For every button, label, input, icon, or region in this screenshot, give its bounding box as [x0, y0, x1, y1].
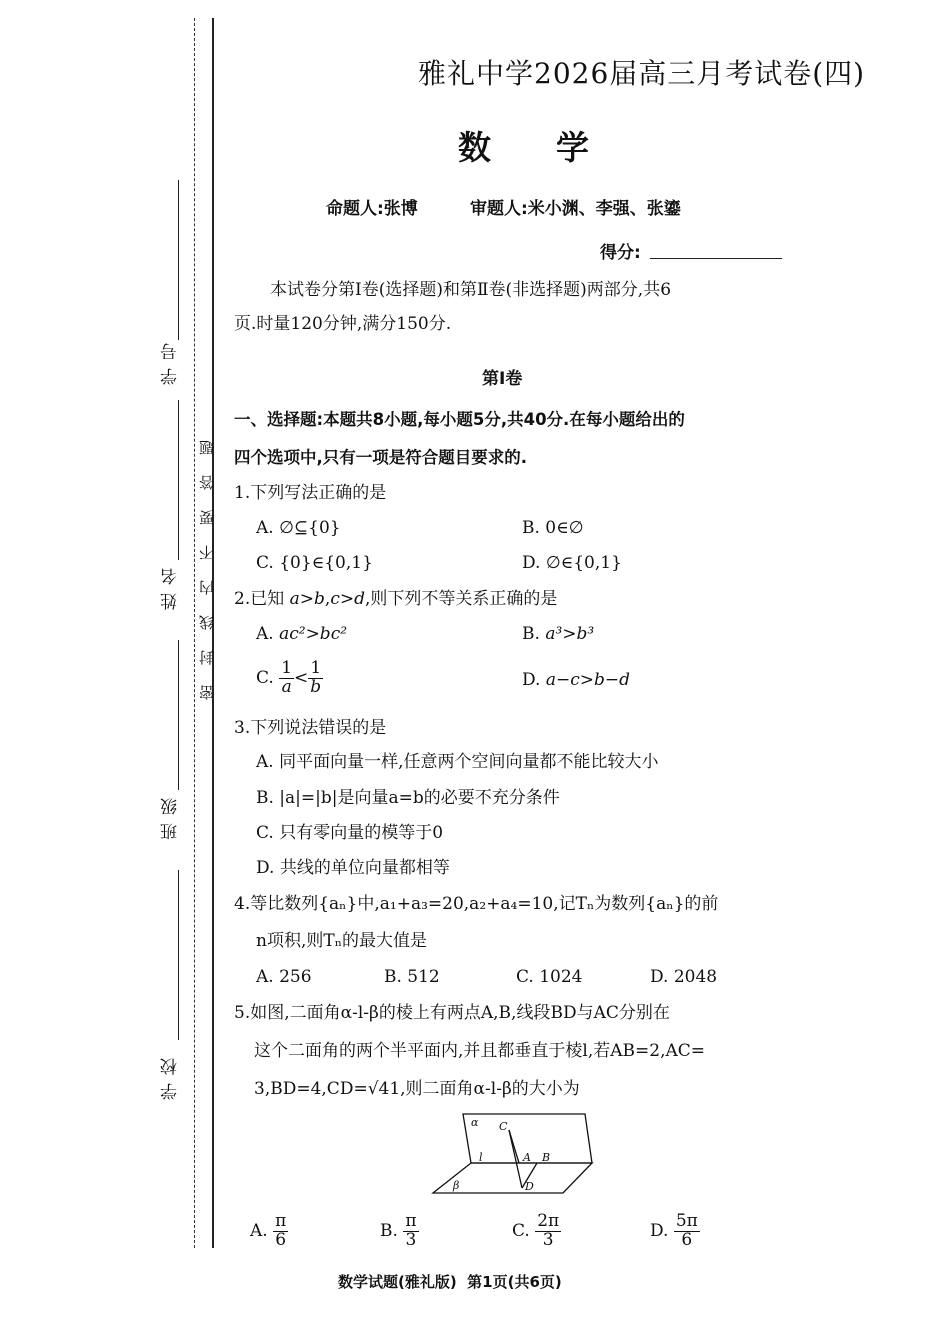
question-1-option-b[interactable]: B. 0∈∅	[522, 518, 584, 538]
student-class-label: 班级	[161, 790, 181, 840]
label-beta: β	[453, 1179, 460, 1192]
question-5-number: 5.	[234, 1003, 251, 1023]
numerator: π	[275, 1211, 287, 1231]
question-3-option-b[interactable]: B. |a|=|b|是向量a=b的必要不充分条件	[256, 788, 560, 808]
question-5-text: 如图,二面角α-l-β的棱上有两点A,B,线段BD与AC分别在	[250, 1003, 670, 1023]
question-5-option-b[interactable]	[380, 1213, 419, 1250]
question-2-text-a: 已知	[250, 589, 290, 609]
question-2-expr-1: a>b	[289, 589, 325, 609]
option-letter: C.	[256, 667, 274, 688]
denominator: a	[281, 676, 292, 697]
question-3-stem	[234, 718, 386, 738]
option-expr: a³>b³	[545, 624, 595, 644]
question-4-option-d[interactable]: D. 2048	[650, 967, 718, 987]
label-a: A	[523, 1151, 531, 1164]
page-footer: 数学试题(雅礼版) 第1页(共6页)	[338, 1273, 562, 1291]
option-letter: B.	[522, 624, 540, 644]
denominator: b	[310, 676, 322, 697]
seal-line-notice: 密封线内不要答题	[198, 420, 216, 700]
question-1-option-c[interactable]: C. {0}∈{0,1}	[256, 553, 373, 573]
question-1-stem	[234, 483, 386, 503]
relation: <	[294, 667, 309, 688]
intro-line-1: 本试卷分第Ⅰ卷(选择题)和第Ⅱ卷(非选择题)两部分,共6	[270, 280, 672, 300]
numerator: 1	[308, 660, 323, 679]
denominator: 6	[681, 1229, 693, 1250]
student-id-field[interactable]	[178, 180, 179, 340]
student-name-field[interactable]	[178, 400, 179, 560]
intro-line-2: 页.时量120分钟,满分150分.	[234, 314, 452, 334]
volume-title: 第Ⅰ卷	[482, 369, 523, 389]
question-5-stem-line-2: 这个二面角的两个半平面内,并且都垂直于棱l,若AB=2,AC=	[254, 1041, 706, 1061]
author-line: 命题人:张博	[326, 199, 418, 219]
segment-cd	[509, 1130, 522, 1188]
fraction	[273, 1213, 288, 1250]
student-class-field[interactable]	[178, 640, 179, 790]
question-4-stem-line-1	[234, 894, 718, 914]
question-3-number: 3.	[234, 718, 251, 738]
denominator: 3	[405, 1229, 417, 1250]
student-school-field[interactable]	[178, 870, 179, 1040]
question-2-option-b[interactable]	[522, 624, 594, 644]
option-letter: A.	[250, 1220, 268, 1241]
question-5-option-c[interactable]	[512, 1213, 561, 1250]
question-1-number: 1.	[234, 483, 251, 503]
section-heading-line-1: 一、选择题:本题共8小题,每小题5分,共40分.在每小题给出的	[234, 410, 685, 429]
numerator: 1	[281, 658, 293, 678]
question-3-option-a[interactable]: A. 同平面向量一样,任意两个空间向量都不能比较大小	[256, 752, 659, 772]
question-5-option-a[interactable]	[250, 1213, 288, 1250]
score-field[interactable]	[650, 258, 782, 259]
question-5-option-d[interactable]	[650, 1213, 700, 1250]
fraction	[535, 1213, 561, 1250]
question-4-option-b[interactable]: B. 512	[384, 967, 440, 987]
numerator: 5π	[675, 1211, 698, 1231]
student-name-label: 姓名	[161, 560, 181, 610]
denominator: 6	[275, 1229, 287, 1250]
score-label: 得分:	[600, 243, 641, 263]
question-4-text: 等比数列{aₙ}中,a₁+a₃=20,a₂+a₄=10,记Tₙ为数列{aₙ}的前	[250, 894, 719, 914]
section-heading-line-2: 四个选项中,只有一项是符合题目要求的.	[234, 448, 528, 467]
numerator: 2π	[537, 1211, 560, 1231]
question-3-option-d[interactable]: D. 共线的单位向量都相等	[256, 858, 450, 878]
fraction	[674, 1213, 700, 1250]
question-2-stem	[234, 589, 557, 609]
question-4-number: 4.	[234, 894, 251, 914]
question-3-text: 下列说法错误的是	[250, 718, 387, 738]
question-2-option-c[interactable]	[256, 660, 323, 697]
question-5-stem-line-1	[234, 1003, 670, 1023]
option-letter: D.	[650, 1220, 669, 1241]
label-alpha: α	[471, 1116, 479, 1129]
exam-title: 雅礼中学2026届高三月考试卷(四)	[418, 57, 866, 90]
numerator: π	[405, 1211, 417, 1231]
option-letter: D.	[522, 670, 541, 690]
question-1-option-d[interactable]: D. ∅∈{0,1}	[522, 553, 622, 573]
label-b: B	[542, 1151, 551, 1164]
question-4-stem-line-2: n项积,则Tₙ的最大值是	[256, 931, 428, 951]
option-expr: ac²>bc²	[279, 624, 348, 644]
label-l: l	[479, 1151, 483, 1164]
question-2-text-c: ,则下列不等关系正确的是	[364, 589, 558, 609]
question-3-option-c[interactable]: C. 只有零向量的模等于0	[256, 823, 444, 843]
fraction	[403, 1213, 418, 1250]
reviewer-line: 审题人:米小渊、李强、张鎏	[470, 199, 681, 219]
subject-title: 数 学	[458, 128, 603, 167]
label-d: D	[525, 1180, 534, 1193]
question-2-number: 2.	[234, 589, 251, 609]
option-letter: B.	[380, 1220, 398, 1241]
option-letter: C.	[512, 1220, 530, 1241]
denominator: 3	[542, 1229, 554, 1250]
binding-rule-outer	[194, 18, 195, 1248]
option-expr: a−c>b−d	[545, 670, 630, 690]
question-5-stem-line-3: 3,BD=4,CD=√41,则二面角α-l-β的大小为	[254, 1079, 580, 1099]
fraction-1-over-a	[279, 660, 294, 697]
student-id-label: 学号	[161, 335, 181, 385]
question-2-expr-2: c>d	[330, 589, 365, 609]
question-2-option-d[interactable]	[522, 670, 630, 690]
fraction-1-over-b	[308, 660, 323, 697]
question-1-text: 下列写法正确的是	[250, 483, 387, 503]
question-2-text-b: ,	[324, 589, 331, 609]
question-4-option-c[interactable]: C. 1024	[516, 967, 583, 987]
label-c: C	[499, 1120, 508, 1133]
dihedral-angle-figure	[425, 1108, 605, 1198]
option-letter: A.	[256, 624, 274, 644]
question-2-option-a[interactable]	[256, 624, 347, 644]
question-4-option-a[interactable]: A. 256	[256, 967, 312, 987]
question-1-option-a[interactable]: A. ∅⊆{0}	[256, 518, 341, 538]
student-school-label: 学校	[161, 1050, 181, 1100]
